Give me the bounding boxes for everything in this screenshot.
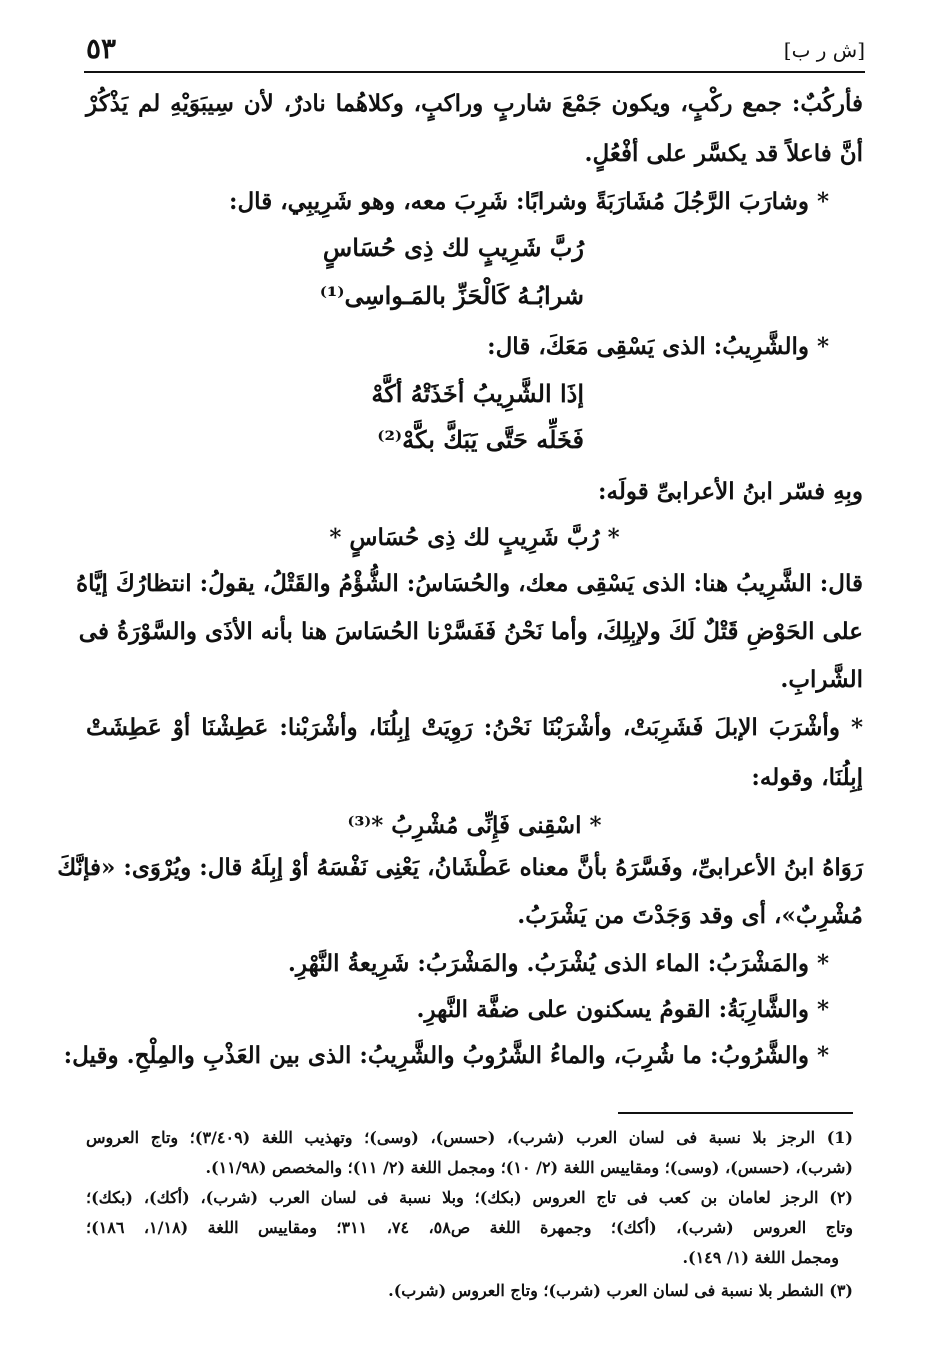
body-line: مُشْرِبٌ»، أى وقد وَجَدْتَ من يَشْرَبُ. bbox=[517, 902, 863, 929]
body-line: قال: الشَّرِيبُ هنا: الذى يَسْقِى معك، والحُسَاسُ: الشُّؤْمُ والقَتْلُ، يقولُ: انتظارُكَ إيَّاهُ bbox=[76, 570, 863, 597]
body-line: * والشَّارِبَةُ: القومُ يسكنون على ضفَّة النَّهرِ. bbox=[416, 996, 829, 1023]
body-line: * والمَشْرَبُ: الماء الذى يُشْرَبُ. والمَشْرَبُ: شَرِيعةُ النَّهْرِ. bbox=[287, 950, 829, 977]
root-label: [ش ر ب] bbox=[783, 38, 865, 62]
body-line: فأركُبٌ: جمع ركْبٍ، ويكون جَمْعَ شاربٍ وراكبٍ، وكلاهُما نادرٌ، لأن سِيبَوَيْهِ لم يَذْكُرْ bbox=[86, 90, 863, 117]
footnote-line: (٢) الرجز لعامان بن كعب فى تاج العروس (بكك)؛ وبلا نسبة فى لسان العرب (شرب)، (أكك)، (بكك)؛ bbox=[86, 1188, 853, 1207]
verse-line: شرابُـهُ كَالْحَزِّ بالمَـواسِى⁽¹⁾ bbox=[319, 281, 584, 310]
body-line: أنَّ فاعلاً قد يكسَّر على أفْعُلٍ. bbox=[584, 140, 863, 167]
quoted-verse: * اسْقِنى فَإِنِّى مُشْرِبُ *⁽³⁾ bbox=[347, 812, 602, 839]
footnote-line: (1) الرجز بلا نسبة فى لسان العرب (شرب)، (حسس)، (وسى)؛ وتهذيب اللغة (٣/٤٠٩)؛ وتاج العروس bbox=[86, 1128, 853, 1147]
quoted-verse: * رُبَّ شَرِيبٍ لك ذِى حُسَاسٍ * bbox=[329, 524, 620, 551]
footnote-line: (٣) الشطر بلا نسبة فى لسان العرب (شرب)؛ وتاج العروس (شرب). bbox=[388, 1281, 853, 1300]
header-rule bbox=[84, 71, 865, 73]
body-line: وبِهِ فسّر ابنُ الأعرابىِّ قولَه: bbox=[598, 478, 863, 505]
body-line: على الحَوْضِ قَتْلٌ لَكَ ولإبِلِكَ، وأما نَحْنُ فَفَسَّرْنا الحُسَاسَ هنا بأنه الأذَى والسَّوْرَةُ فى bbox=[78, 618, 863, 645]
body-line: * وأشْرَبَ الإبلَ فَشَرِبَتْ، وأشْرَبْنَا نَحْنُ: رَوِيَتْ إبِلُنَا، وأشْرَبْنا: عَطِشْنَا أوْ عَطِشَتْ bbox=[86, 714, 863, 741]
body-line: رَوَاهُ ابنُ الأعرابىِّ، وفَسَّرَهُ بأنَّ معناه عَطْشَانُ، يَعْنِى نَفْسَهُ أوْ إبِلَهُ قال: ويُرْوَى: «فإنَّكَ bbox=[57, 854, 863, 881]
verse-line: رُبَّ شَرِيبٍ لك ذِى حُسَاسٍ bbox=[322, 233, 584, 262]
page-number: ٥٣ bbox=[86, 32, 117, 65]
footnote-rule bbox=[618, 1112, 853, 1114]
body-line: * والشَّرُوبُ: ما شُرِبَ، والماءُ الشَّرُوبُ والشَّرِيبُ: الذى بين العَذْبِ والمِلْحِ. وقيل: bbox=[63, 1042, 829, 1069]
footnote-line: (شرب)، (حسس)، (وسى)؛ ومقاييس اللغة (٢/ ١٠)؛ ومجمل اللغة (٢/ ١١)؛ والمخصص (١١/٩٨). bbox=[205, 1158, 853, 1177]
footnote-line: ومجمل اللغة (١/ ١٤٩). bbox=[682, 1248, 839, 1267]
footnote-line: وتاج العروس (شرب)، (أكك)؛ وجمهرة اللغة ص٥٨، ٧٤، ٣١١؛ ومقاييس اللغة (١/١٨، ١٨٦)؛ bbox=[86, 1218, 854, 1237]
body-line: * وشارَبَ الرَّجُلَ مُشَارَبَةً وشرابًا: شَرِبَ معه، وهو شَرِيبِي، قال: bbox=[228, 188, 829, 215]
body-line: * والشَّرِيبُ: الذى يَسْقِى مَعَكَ، قال: bbox=[487, 333, 829, 360]
verse-line: فَخَلِّه حَتَّى يَبَكَّ بكَّهْ⁽²⁾ bbox=[377, 425, 584, 454]
verse-line: إذَا الشَّرِيبُ أخَذَتْهُ أكَّهْ bbox=[371, 379, 584, 408]
body-line: الشَّرابِ. bbox=[780, 666, 863, 693]
body-line: إبِلُنَا، وقوله: bbox=[751, 764, 863, 791]
